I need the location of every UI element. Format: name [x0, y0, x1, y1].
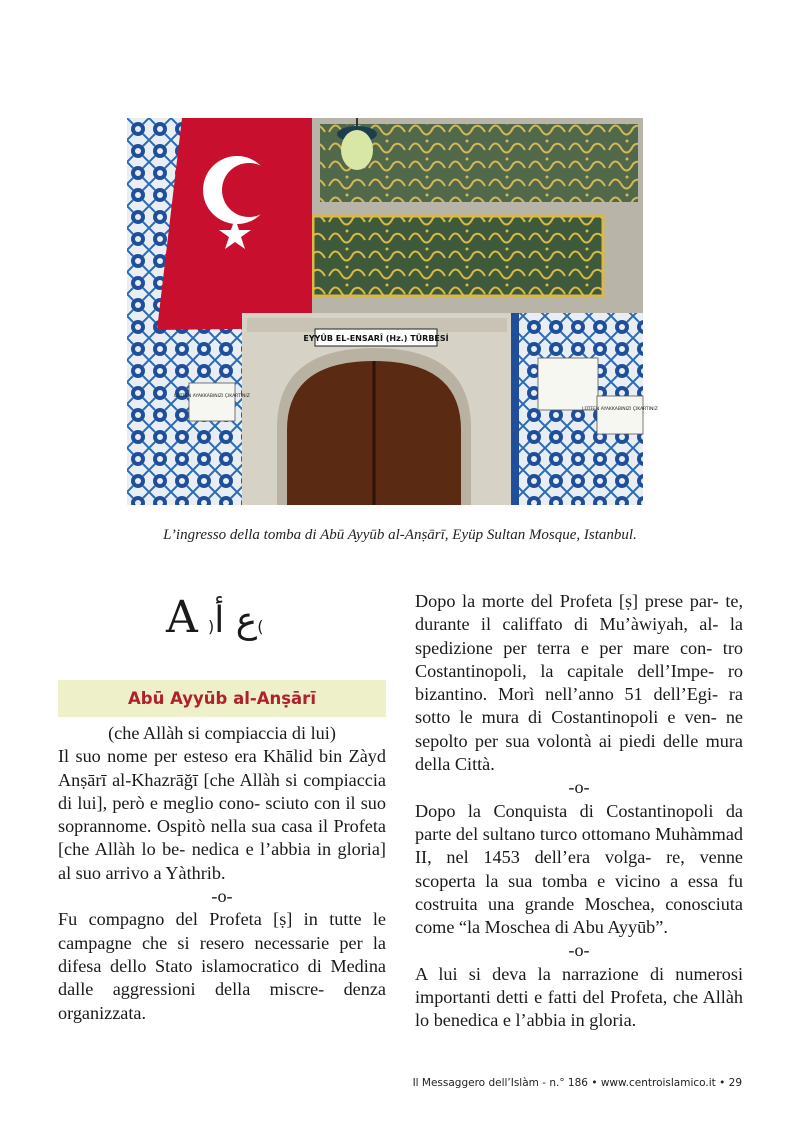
- tomb-entrance-illustration: [127, 118, 658, 505]
- paragraph-5: A lui si deva la narrazione di numerosi importanti detti e fatti del Profeta, che Allàh lo benedica e l’abbia in gloria.: [415, 963, 743, 1031]
- notice-right-text: LÜTFEN AYAKKABINIZI ÇIKARTINIZ: [582, 407, 658, 412]
- drop-cap-arabic: )ع أ(: [208, 600, 264, 641]
- paragraph-3: Dopo la morte del Profeta [ṣ] prese par- te, durante il califfato di Mu’àwiyah, al- la spedizione per terra e per mare con- tro Costantinopoli, la capitale dell’Impe- ro bizantino. Morì nell’anno 51 dell’Egi- ra sotto le mura di Costantinopoli e ven- ne sepolto per sua volontà ai piedi delle mura della Città.: [415, 591, 743, 775]
- separator-1: -o-: [211, 886, 233, 907]
- right-column: [415, 590, 743, 1033]
- tomb-sign-text: EYYÛB EL-ENSARÎ (Hz.) TÜRBESİ: [303, 334, 449, 343]
- article-subtitle: (che Allàh si compiaccia di lui): [108, 723, 336, 743]
- separator-2: -o-: [568, 777, 590, 798]
- notice-left-text: LÜTFEN AYAKKABINIZI ÇIKARTINIZ: [174, 394, 250, 399]
- left-column: [58, 588, 386, 1025]
- paragraph-1: Il suo nome per esteso era Khālid bin Zàyd Anṣārī al-Khazrāğī [che Allàh si compiaccia di lui], però e meglio cono- sciuto con il suo soprannome. Ospitò nella sua casa il Profeta [che Allàh lo be- nedica e l’abbia in gloria] al suo arrivo a Yàthrib.: [58, 746, 386, 883]
- paragraph-4: Dopo la Conquista di Costantinopoli da parte del sultano turco ottomano Muhàmmad II, nel 1453 dell’era volga- re, venne scoperta la sua tomba e vicino a essa fu costruita una grande Moschea, conosciuta come “la Moschea di Abu Ayyūb”.: [415, 800, 743, 938]
- photo-caption: L’ingresso della tomba di Abū Ayyūb al-Anṣārī, Eyüp Sultan Mosque, Istanbul.: [163, 527, 637, 543]
- paragraph-2: Fu compagno del Profeta [ṣ] in tutte le campagne che si resero necessarie per la difesa dello Stato islamocratico di Medina dalle aggressioni della miscre- denza organizzata.: [58, 909, 386, 1023]
- page-footer: Il Messaggero dell’Islàm - n.° 186 • www.centroislamico.it • 29: [412, 1077, 742, 1089]
- tomb-entrance-photo: [127, 118, 658, 505]
- drop-cap-letter: A: [166, 592, 198, 643]
- article-title: Abū Ayyūb al-Anṣārī: [58, 680, 386, 717]
- separator-3: -o-: [568, 940, 590, 961]
- drop-cap: [58, 588, 386, 670]
